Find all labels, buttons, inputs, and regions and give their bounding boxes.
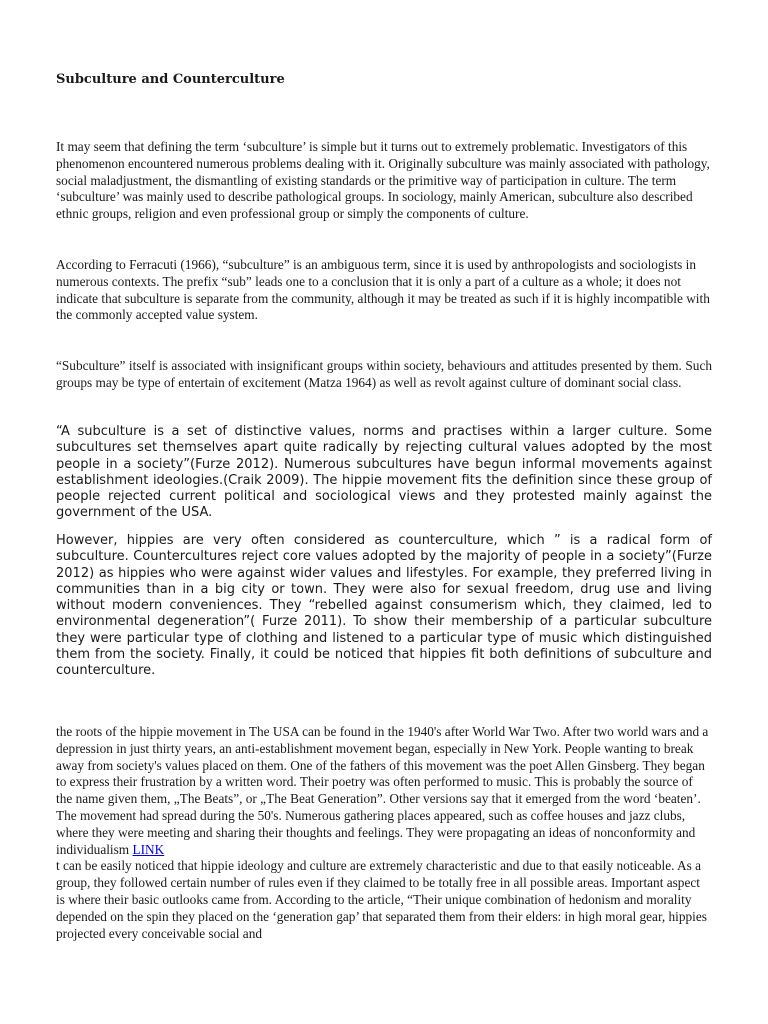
link[interactable]: LINK: [132, 841, 165, 857]
paragraph-counterculture: However, hippies are very often considered as counterculture, which ” is a radical form of subculture. Countercultures reject core values adopted by the majority of people in a society”(Furze 2012) as hippies who were against wider values and lifestyles. For example, they preferred living in communities than in a big city or town. They were also for sexual freedom, drug use and living without modern conveniences. They “rebelled against consumerism which, they claimed, led to environmental degeneration”( Furze 2011). To show their membership of a particular subculture they were particular type of clothing and listened to a particular type of music which distinguished them from the society. Finally, it could be noticed that hippies fit both definitions of subculture and counterculture.: [56, 533, 712, 679]
paragraph-definition: It may seem that defining the term ‘subculture’ is simple but it turns out to extremely problematic. Investigators of this phenomenon encountered numerous problems dealing with it. Originally subculture was mainly associated with pathology, social maladjustment, the dismantling of existing standards or the primitive way of participation in culture. The term ‘subculture’ was mainly used to describe pathological groups. In sociology, mainly American, subculture also described ethnic groups, religion and even professional group or simply the components of culture.: [56, 139, 710, 222]
paragraph-hippie-roots-block: [56, 724, 712, 942]
paragraph-hippie-roots: the roots of the hippie movement in The USA can be found in the 1940's after World War Two. After two world wars and a depression in just thirty years, an anti-establishment movement began, especially in New York. People wanting to break away from society's values placed on them. One of the fathers of this movement was the poet Allen Ginsberg. They began to express their frustration by a written word. Their poetry was often performed to music. This is probably the source of the name given them, „The Beats”, or „The Beat Generation”. Other versions say that it emerged from the word ‘beaten’. The movement had spread during the 50's. Numerous gathering places appeared, such as coffee houses and jazz clubs, where they were meeting and sharing their thoughts and feelings. They were propagating an ideas of nonconformity and individualism: [56, 724, 709, 857]
paragraph-insignificant-groups: “Subculture” itself is associated with insignificant groups within society, behaviours and attitudes presented by them. Such groups may be type of entertain of excitement (Matza 1964) as well as revolt against culture of dominant social class.: [56, 358, 712, 390]
paragraph-hippie-ideology: t can be easily noticed that hippie ideology and culture are extremely characteristic and due to that easily noticeable. As a group, they followed certain number of rules even if they claimed to be totally free in all possible areas. Important aspect is where their basic outlooks came from. According to the article, “Their unique combination of hedonism and morality depended on the spin they placed on the ‘generation gap’ that separated them from their elders: in high moral gear, hippies projected every conceivable social and: [56, 858, 707, 941]
document-title: Subculture and Counterculture: [56, 72, 285, 87]
paragraph-ferracuti: According to Ferracuti (1966), “subculture” is an ambiguous term, since it is used by anthropologists and sociologists in numerous contexts. The prefix “sub” leads one to a conclusion that it is only a part of a culture as a whole; it does not indicate that subculture is separate from the community, although it may be treated as such if it is highly incompatible with the commonly accepted value system.: [56, 257, 710, 323]
paragraph-subculture-definition: “A subculture is a set of distinctive values, norms and practises within a larger culture. Some subcultures set themselves apart quite radically by rejecting cultural values adopted by the most people in a society”(Furze 2012). Numerous subcultures have begun informal movements against establishment ideologies.(Craik 2009). The hippie movement fits the definition since these group of people rejected current political and sociological views and they protested mainly against the government of the USA.: [56, 424, 712, 521]
